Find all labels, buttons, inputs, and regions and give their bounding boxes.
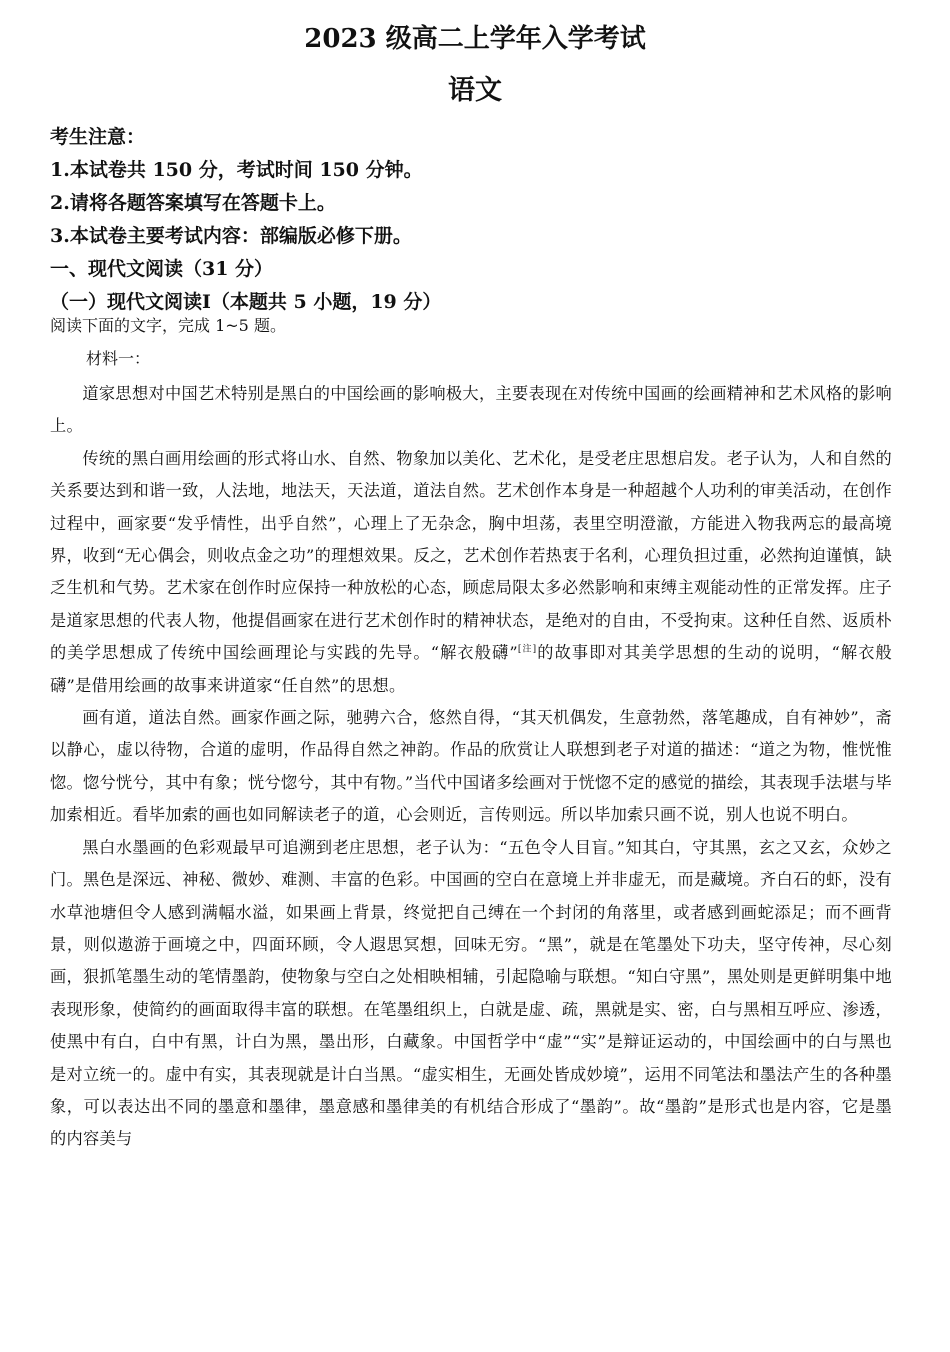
notice-item: 3.本试卷主要考试内容：部编版必修下册。 <box>50 225 412 247</box>
paragraph-text: 传统的黑白画用绘画的形式将山水、自然、物象加以美化、艺术化，是受老庄思想启发。老子认为，人和自然的关系要达到和谐一致，人法地，地法天，天法道，道法自然。艺术创作本身是一种超越个人功利的审美活动，在创作过程中，画家要“发乎情性，出乎自然”，心理上了无杂念，胸中坦荡，表里空明澄澈，方能进入物我两忘的最高境界，收到“无心偶会，则收点金之功”的理想效果。反之，艺术创作若热衷于名利，心理负担过重，必然拘迫谨慎，缺乏生机和气势。艺术家在创作时应保持一种放松的心态，顾虑局限太多必然影响和束缚主观能动性的正常发挥。庄子是道家思想的代表人物，他提倡画家在进行艺术创作时的精神状态，是绝对的自由，不受拘束。这种任自然、返质朴的美学思想成了传统中国绘画理论与实践的先导。“解衣般礴” <box>50 448 892 663</box>
notice-heading: 考生注意： <box>50 126 146 148</box>
notice-block <box>50 121 900 319</box>
passage-paragraph: 黑白水墨画的色彩观最早可追溯到老庄思想，老子认为：“五色令人目盲。”知其白，守其黑，玄之又玄，众妙之门。黑色是深远、神秘、微妙、难测、丰富的色彩。中国画的空白在意境上并非虚无，而是藏境。齐白石的虾，没有水草池塘但令人感到满幅水溢，如果画上背景，终觉把自己缚在一个封闭的角落里，或者感到画蛇添足；而不画背景，则似遨游于画境之中，四面环顾，令人遐思冥想，回味无穷。“黑”，就是在笔墨处下功夫，坚守传神，尽心刻画，狠抓笔墨生动的笔情墨韵，使物象与空白之处相映相辅，引起隐喻与联想。“知白守黑”，黑处则是更鲜明集中地表现形象，使简约的画面取得丰富的联想。在笔墨组织上，白就是虚、疏，黑就是实、密，白与黑相互呼应、渗透，使黑中有白，白中有黑，计白为黑，墨出形，白藏象。中国哲学中“虚”“实”是辩证运动的，中国绘画中的白与黑也是对立统一的。虚中有实，其表现就是计白当黑。“虚实相生，无画处皆成妙境”，运用不同笔法和墨法产生的各种墨象，可以表达出不同的墨意和墨律，墨意感和墨律美的有机结合形成了“墨韵”。故“墨韵”是形式也是内容，它是墨的内容美与 <box>50 837 892 1149</box>
passage-paragraph <box>50 443 892 702</box>
notice-item: 1.本试卷共 150 分，考试时间 150 分钟。 <box>50 159 423 181</box>
footnote-marker: [注] <box>517 644 537 655</box>
material-label: 材料一： <box>86 349 151 368</box>
section-subtitle: （一）现代文阅读Ⅰ（本题共 5 小题，19 分） <box>50 291 442 313</box>
exam-title: 2023 级高二上学年入学考试 <box>304 24 646 54</box>
subject-title: 语文 <box>448 75 502 106</box>
notice-item: 2.请将各题答案填写在答题卡上。 <box>50 192 336 214</box>
passage-body <box>50 378 892 1156</box>
paragraph-text: 的故事即对其美学思想的生动的说明，“解衣般礴”是借用绘画的故事来讲道家“任自然”的思想。 <box>50 643 892 695</box>
section-title: 一、现代文阅读（31 分） <box>50 258 274 280</box>
reading-instruction: 阅读下面的文字，完成 1~5 题。 <box>50 316 286 335</box>
passage-paragraph: 画有道，道法自然。画家作画之际，驰骋六合，悠然自得，“其天机偶发，生意勃然，落笔趣成，自有神妙”，斋以静心，虚以待物，合道的虚明，作品得自然之神韵。作品的欣赏让人联想到老子对道的描述：“道之为物，惟恍惟惚。惚兮恍兮，其中有象；恍兮惚兮，其中有物。”当代中国诸多绘画对于恍惚不定的感觉的描绘，其表现手法堪与毕加索相近。看毕加索的画也如同解读老子的道，心会则近，言传则远。所以毕加索只画不说，别人也说不明白。 <box>50 708 892 825</box>
passage-paragraph: 道家思想对中国艺术特别是黑白的中国绘画的影响极大，主要表现在对传统中国画的绘画精神和艺术风格的影响上。 <box>50 384 892 436</box>
